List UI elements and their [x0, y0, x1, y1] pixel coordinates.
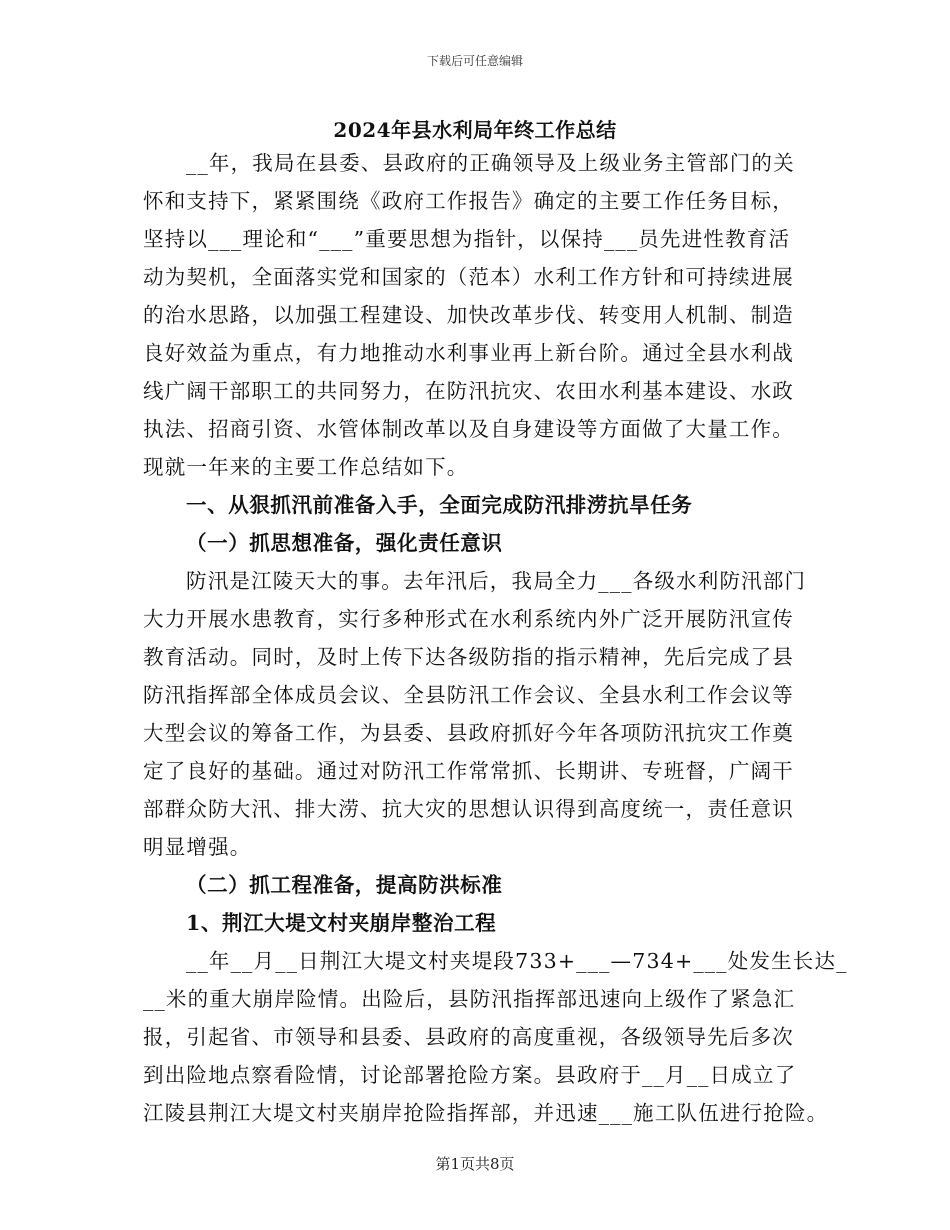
body-line: 到出险地点察看险情，讨论部署抢险方案。县政府于__月__日成立了 — [143, 1063, 797, 1087]
body-line: 教育活动。同时，及时上传下达各级防指的指示精神，先后完成了县 — [143, 645, 794, 669]
body-line: 防汛是江陵天大的事。去年汛后，我局全力___各级水利防汛部门 — [186, 569, 807, 593]
body-line: 执法、招商引资、水管体制改革以及自身建设等方面做了大量工作。 — [143, 417, 794, 441]
section-heading-1: 一、从狠抓汛前准备入手，全面完成防汛排涝抗旱任务 — [186, 493, 693, 517]
body-line: 明显增强。 — [143, 835, 252, 859]
document-body — [143, 144, 848, 1132]
page-indicator: 第1页共8页 — [435, 1155, 515, 1173]
body-line: 怀和支持下，紧紧围绕《政府工作报告》确定的主要工作任务目标， — [143, 189, 794, 213]
item-heading-1: 1、荆江大堤文村夹崩岸整治工程 — [186, 911, 497, 935]
body-line: 动为契机，全面落实党和国家的（范本）水利工作方针和可持续进展 — [143, 265, 794, 289]
body-line: 防汛指挥部全体成员会议、全县防汛工作会议、全县水利工作会议等 — [143, 683, 794, 707]
body-line: 江陵县荆江大堤文村夹崩岸抢险指挥部，并迅速___施工队伍进行抢险。 — [143, 1101, 829, 1125]
body-line: 现就一年来的主要工作总结如下。 — [143, 455, 469, 479]
body-line: __年，我局在县委、县政府的正确领导及上级业务主管部门的关 — [186, 151, 795, 175]
body-line: 报，引起省、市领导和县委、县政府的高度重视，各级领导先后多次 — [143, 1025, 794, 1049]
body-line: 良好效益为重点，有力地推动水利事业再上新台阶。通过全县水利战 — [143, 341, 794, 365]
download-editable-note: 下载后可任意编辑 — [426, 54, 523, 68]
body-line: 部群众防大汛、排大涝、抗大灾的思想认识得到高度统一，责任意识 — [143, 797, 794, 821]
body-line: 大型会议的筹备工作，为县委、县政府抓好今年各项防汛抗灾工作奠 — [143, 721, 794, 745]
body-line: 坚持以___理论和“___”重要思想为指针，以保持___员先进性教育活 — [143, 227, 791, 251]
body-line: 线广阔干部职工的共同努力，在防汛抗灾、农田水利基本建设、水政 — [143, 379, 794, 403]
subsection-heading-2: （二）抓工程准备，提高防洪标准 — [186, 873, 503, 897]
subsection-heading-1: （一）抓思想准备，强化责任意识 — [186, 531, 503, 555]
body-line: 大力开展水患教育，实行多种形式在水利系统内外广泛开展防汛宣传 — [143, 607, 794, 631]
document-title: 2024年县水利局年终工作总结 — [333, 118, 617, 142]
body-line: __米的重大崩岸险情。出险后，县防汛指挥部迅速向上级作了紧急汇 — [143, 987, 796, 1011]
body-line: __年__月__日荆江大堤文村夹堤段733+___—734+___处发生长达_ — [186, 949, 848, 973]
body-line: 定了良好的基础。通过对防汛工作常常抓、长期讲、专班督，广阔干 — [143, 759, 794, 783]
body-line: 的治水思路，以加强工程建设、加快改革步伐、转变用人机制、制造 — [143, 303, 794, 327]
